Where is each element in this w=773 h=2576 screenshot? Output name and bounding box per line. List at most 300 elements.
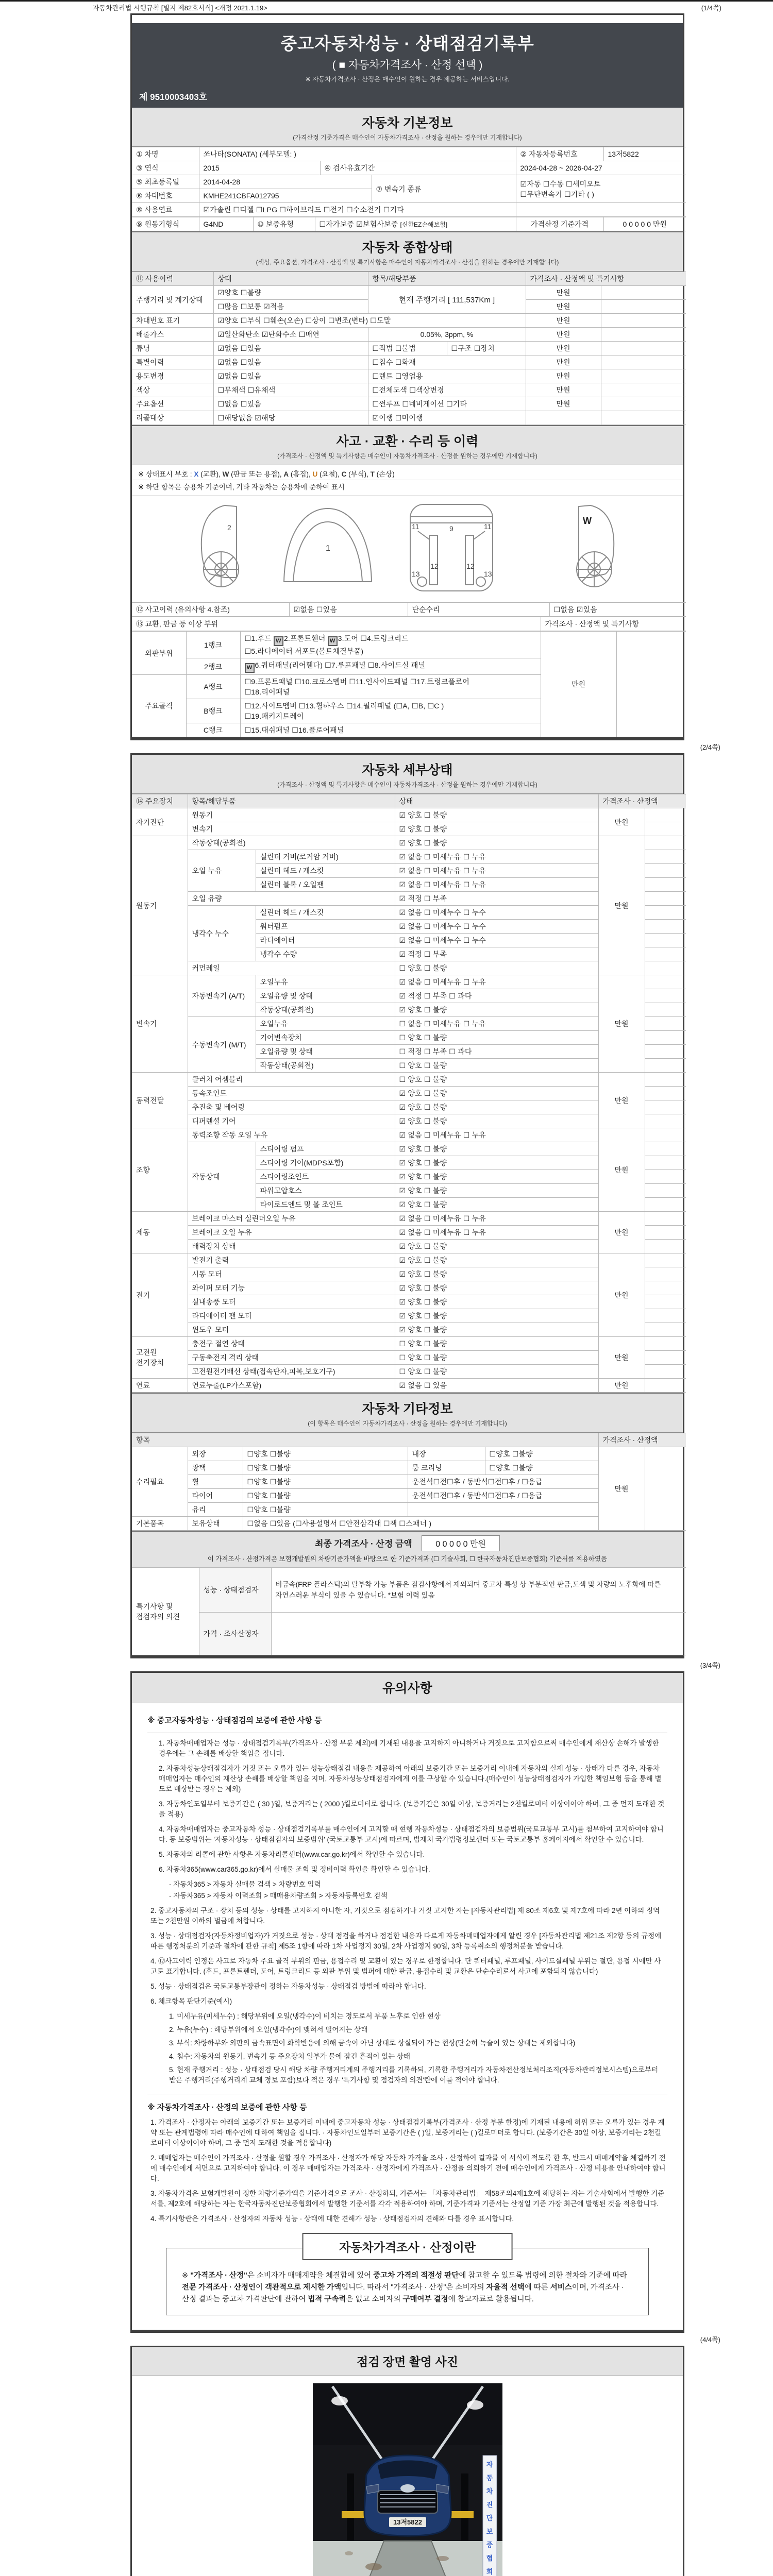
price-unit-cell: 만원 (598, 1253, 645, 1337)
usage-item: ☐렌트 ☐영업용 (368, 369, 526, 383)
pbox-seg: 에 참고할 수 있도록 법령에 의한 절차와 기준에 따라 (459, 2272, 627, 2280)
state-cell: ☑ 없음 ☐ 미세누유 ☐ 누유 (395, 878, 598, 892)
lbl-warranty: ⑩ 보증유형 (253, 217, 315, 231)
diagram-label-wheelhouse-left: 13 (411, 570, 420, 578)
lbl-self-diagnosis: 자기진단 (132, 808, 188, 836)
basic-info-title: 자동차 기본정보 (362, 116, 453, 130)
empty-cell (645, 1212, 686, 1226)
state-cell: ☑ 적정 ☐ 부족 (395, 892, 598, 906)
empty-cell (645, 1198, 686, 1212)
legend-t-desc: (손상) (374, 470, 395, 478)
pbox-seg-bold: 중고차 가격의 적절성 판단 (373, 2272, 459, 2280)
lbl-powertrain: 동력전달 (132, 1073, 188, 1128)
empty-cell (645, 808, 686, 822)
lbl-main-frame: 주요골격 (132, 675, 186, 737)
empty-cell (645, 934, 686, 947)
state-cell: ☑ 양호 ☐ 불량 (395, 836, 598, 850)
notice-subitem: 4. 침수: 자동차의 원동기, 변속기 등 주요장치 일부가 물에 잠긴 흔적이 있는 상태 (169, 2053, 411, 2060)
emission-state: ☑일산화탄소 ☑탄화수소 ☐매연 (213, 328, 368, 342)
diagram-label-sidemember-left: 12 (430, 562, 439, 570)
empty-cell (645, 920, 686, 934)
lbl-hold-state: 보유상태 (188, 1517, 243, 1531)
notice-subitem: 5. 현재 주행거리 : 성능 · 상태점검 당시 해당 차량 주행거리계의 주행거리를 기록하되, 기록한 주행거리가 자동차전산정보처리조직(자동차관리정보시스템)으로부터 받은 주행거리(주행거리계 교체 정보 포함)보다 적은 경우 '특기사항 및 점검자의 의견'란에 이를 적어야 합니다. (169, 2066, 659, 2084)
final-price-basis: 이 가격조사 · 산정가격은 보험개발원의 차량기준가액을 바탕으로 한 기준가격과 (☐ 기술사회, ☐ 한국자동차진단보증협회) 기준서를 적용하였음 (207, 1555, 608, 1563)
pbox-seg: 이 (255, 2283, 265, 2292)
lbl-recall: 리콜대상 (132, 411, 213, 425)
rank2-seg: 6.쿼터패널(리어휀다) ☐7.루프패널 ☐8.사이드실 패널 (255, 661, 426, 669)
empty-cell (645, 1365, 686, 1379)
price-unit-cell: 만원 (598, 836, 645, 975)
price-unit-cell: 만원 (598, 808, 645, 836)
state-cell: ☑ 없음 ☐ 미세누유 ☐ 누유 (395, 1226, 598, 1240)
empty-cell (601, 369, 686, 383)
basic-info-note: (가격산정 기준가격은 매수인이 자동차가격조사 · 산정을 원하는 경우에만 기재합니다) (293, 134, 522, 141)
diagram-label-hood: 1 (325, 544, 330, 553)
item-cell: 스티어링 기어(MDPS포함) (256, 1156, 395, 1170)
pbox-seg-bold: 전문 가격조사 · 산정인 (182, 2283, 256, 2292)
notice-subitem: 2. 누유(누수) : 해당부위에서 오일(냉각수)이 맺혀서 떨어지는 상태 (169, 2026, 368, 2033)
rank1-line2: ☐5.라디에이터 서포트(볼트체결부품) (244, 647, 364, 655)
tire-detail: 운전석☐전☐후 / 동반석☐전☐후 / ☐응급 (408, 1489, 598, 1503)
lbl-reg-no: ② 자동차등록번호 (516, 147, 603, 161)
diagram-label-inside-left: 11 (411, 522, 419, 531)
rankA-line1: ☐9.프론트패널 ☐10.크로스멤버 ☐11.인사이드패널 ☐17.트렁크플로어 (244, 677, 469, 686)
accident-title: 사고 · 교환 · 수리 등 이력 (336, 434, 479, 449)
lbl-rank2: 2랭크 (186, 658, 240, 675)
pbox-seg: 이며, 가격조사 · 산정 결과는 중고차 가격판단에 관하여 (182, 2283, 624, 2303)
pbox-seg: 입니다. 따라서 "가격조사 · 산정"은 소비자의 (341, 2283, 486, 2292)
empty-cell (645, 1087, 686, 1100)
final-price-value: 0 0 0 0 0 만원 (422, 1535, 500, 1551)
empty-cell (645, 1281, 686, 1295)
lbl-oil-leak: 오일 누유 (188, 850, 256, 892)
special-state: ☑없음 ☐있음 (213, 355, 368, 369)
empty-cell (645, 1351, 686, 1365)
notice-item: 4. ⑫사고이력 인정은 사고로 자동차 주요 골격 부위의 판금, 용접수리 및 교환이 있는 경우로 한정합니다. 단 쿼터패널, 루프패널, 사이드실패널 부위는 절단, 용접 시에만 사고로 표기합니다. (후드, 프론트펜더, 도어, 트렁크리드 등 외판 부위 및 범퍼에 대한 판금, 용접수리 및 교환은 단순수리로서 사고에 포함되지 않습니다) (150, 1957, 661, 1975)
rank2-items (240, 658, 541, 675)
price-unit-cell: 만원 (526, 342, 601, 355)
lbl-vin: ⑥ 차대번호 (132, 189, 199, 203)
pbox-seg: ※ (182, 2272, 191, 2280)
notice-item: 5. 성능 · 상태점검은 국토교통부장관이 정하는 자동차성능 · 상태점검 방법에 따라야 합니다. (150, 1982, 426, 1990)
other-table (132, 1433, 686, 1531)
price-unit-cell: 만원 (526, 369, 601, 383)
status-code-legend (132, 465, 683, 480)
val-fuel: ☑가솔린 ☐디젤 ☐LPG ☐하이브리드 ☐전기 ☐수소전기 ☐기타 (199, 203, 516, 217)
document-title: 중고자동차성능 · 상태점검기록부 (280, 34, 534, 53)
lbl-high-voltage: 고전원 전기장치 (132, 1337, 188, 1379)
empty-cell (601, 355, 686, 369)
special-item: ☐침수 ☐화재 (368, 355, 526, 369)
accident-band (132, 425, 683, 465)
lbl-outer-panel: 외판부위 (132, 632, 186, 675)
empty-cell (645, 1170, 686, 1184)
rankA-line2: ☐18.리어패널 (244, 688, 290, 696)
photo-title: 점검 장면 촬영 사진 (357, 2355, 458, 2368)
overall-h-state: 상태 (213, 272, 368, 286)
overall-h-price: 가격조사 · 산정액 및 특기사항 (526, 272, 686, 286)
page-mark-1: (1/4쪽) (701, 4, 721, 12)
lbl-basic-items: 기본품목 (132, 1517, 188, 1531)
lbl-tuning: 튜닝 (132, 342, 213, 355)
lbl-repair-price: 가격조사 · 산정액 및 특기사항 (541, 617, 686, 631)
legend-note: ※ 하단 항목은 승용차 기준이며, 기타 자동차는 승용차에 준하여 표시 (132, 480, 683, 496)
lbl-interior: 내장 (408, 1447, 485, 1461)
diagram-quarter-w-mark: W (582, 516, 592, 526)
empty-cell (516, 203, 686, 217)
notice-item: 3. 자동차가격은 보험개발원이 정한 차량기준가액을 기준가격으로 조사 · 산정하되, 기준서는 「자동차관리법」 제58조의4제1호에 해당하는 자는 기술사회에서 발행한 기준서를, 제2호에 해당하는 자는 한국자동차진단보증협회에서 발행한 기준서를 각각 적용하여야 하며, 기준가격과 기준서는 산정일 기준 가장 최근에 발행된 것을 적용합니다. (150, 2190, 665, 2208)
state-cell: ☑ 없음 ☐ 미세누유 ☐ 누유 (395, 850, 598, 864)
warranty-checkboxes: ☐자가보증 ☑보험사보증 (319, 220, 398, 228)
state-cell: ☑ 양호 ☐ 불량 (395, 1087, 598, 1100)
lbl-gloss: 광택 (188, 1461, 243, 1475)
legend-u-desc: (요철), (317, 470, 342, 478)
lbl-fuel: ⑧ 사용연료 (132, 203, 199, 217)
empty-cell (645, 1226, 686, 1240)
lbl-fuel-group: 연료 (132, 1379, 188, 1393)
overall-band (132, 231, 683, 272)
diagram-label-wheelhouse-right: 13 (483, 570, 492, 578)
val-year: 2015 (199, 161, 320, 175)
lbl-first-reg: ⑤ 최초등록일 (132, 175, 199, 189)
state-cell: ☑ 양호 ☐ 불량 (395, 1253, 598, 1267)
lbl-engine-type: ⑨ 원동기형식 (132, 217, 199, 231)
empty-cell (645, 1017, 686, 1031)
state-cell: ☑ 양호 ☐ 불량 (395, 1323, 598, 1337)
state-cell: ☑ 양호 ☐ 불량 (395, 1267, 598, 1281)
item-cell: 고전원전기배선 상태(접속단자,피복,보호기구) (188, 1365, 395, 1379)
item-cell: 동력조향 작동 오일 누유 (188, 1128, 395, 1142)
diagram-label-inside-right: 11 (483, 522, 492, 531)
option-state: ☐없음 ☐있음 (213, 397, 368, 411)
detail-h-item: 항목/해당부품 (188, 794, 395, 808)
lbl-car-name: ① 차명 (132, 147, 199, 161)
item-cell: 브레이크 마스터 실린더오일 누유 (188, 1212, 395, 1226)
photo-license-plate: 13저5822 (393, 2518, 422, 2526)
empty-cell (645, 1114, 686, 1128)
empty-cell (645, 892, 686, 906)
w-mark-box: W (245, 663, 255, 673)
page-mark-2: (2/4쪽) (700, 743, 720, 751)
state-cell: ☐ 양호 ☐ 불량 (395, 1351, 598, 1365)
other-h-item: 항목 (132, 1433, 598, 1447)
lbl-coolant-leak: 냉각수 누수 (188, 906, 256, 961)
rank1-seg2: 2.프론트휀더 (283, 634, 328, 642)
item-cell: 파워고압호스 (256, 1184, 395, 1198)
tuning-state: ☑없음 ☐있음 (213, 342, 368, 355)
page1-block (130, 13, 684, 740)
state-cell: ☑ 양호 ☐ 불량 (395, 1100, 598, 1114)
lbl-inspection: ④ 검사유효기간 (320, 161, 516, 175)
lbl-mt: 수동변속기 (M/T) (188, 1017, 256, 1073)
detail-band (132, 755, 683, 794)
state-cell: ☑ 양호 ☐ 불량 (395, 1281, 598, 1295)
state-cell: ☑ 없음 ☐ 있음 (395, 1379, 598, 1393)
state-cell: ☑ 양호 ☐ 불량 (395, 1156, 598, 1170)
lbl-color: 색상 (132, 383, 213, 397)
rank1-seg3: 3.도어 ☐4.트렁크리드 (338, 634, 409, 642)
item-cell: 라디에이터 (256, 934, 395, 947)
overall-h-item: 항목/해당부품 (368, 272, 526, 286)
detail-note: (가격조사 · 산정액 및 특기사항은 매수인이 자동차가격조사 · 산정을 원하는 경우에만 기재합니다) (277, 781, 537, 788)
state-cell: ☑ 양호 ☐ 불량 (395, 1114, 598, 1128)
state-cell: ☐ 없음 ☐ 미세누유 ☐ 누유 (395, 1017, 598, 1031)
state-cell: ☑ 적정 ☐ 부족 ☐ 과다 (395, 989, 598, 1003)
state-cell: ☑ 양호 ☐ 불량 (395, 808, 598, 822)
state-cell: ☑ 양호 ☐ 불량 (395, 1170, 598, 1184)
diagram-label-under-top: 9 (449, 524, 453, 533)
tire-state: ☐양호 ☐불량 (243, 1489, 408, 1503)
gloss-state: ☐양호 ☐불량 (243, 1461, 408, 1475)
lbl-brake: 제동 (132, 1212, 188, 1253)
empty-cell (645, 1059, 686, 1073)
transmission-checkboxes-line2: ☐무단변속기 ☐기타 ( ) (520, 190, 595, 198)
lbl-repair-parts: ⑬ 교환, 판금 등 이상 부위 (132, 617, 541, 631)
empty-cell (645, 1447, 686, 1531)
state-cell: ☑ 양호 ☐ 불량 (395, 822, 598, 836)
overall-table (132, 272, 686, 425)
regulation-note: 자동차관리법 시행규칙 [별지 제82호서식] <개정 2021.1.19> (93, 4, 267, 12)
pbox-seg: 은 없고 소비자의 (346, 2295, 403, 2303)
lbl-rankA: A랭크 (186, 675, 240, 699)
item-cell: 윈도우 모터 (188, 1323, 395, 1337)
item-cell: 브레이크 오일 누유 (188, 1226, 395, 1240)
opinion-table (132, 1567, 686, 1655)
usage-state: ☑없음 ☐있음 (213, 369, 368, 383)
empty-cell (645, 1337, 686, 1351)
item-cell: 오일유량 및 상태 (256, 1045, 395, 1059)
state-cell: ☑ 양호 ☐ 불량 (395, 1184, 598, 1198)
lbl-rank1: 1랭크 (186, 632, 240, 658)
white-stripe (132, 20, 683, 23)
lbl-accident-history: ⑫ 사고이력 (유의사항 4.참조) (132, 603, 289, 617)
price-unit-cell: 만원 (598, 1337, 645, 1379)
lbl-year: ③ 연식 (132, 161, 199, 175)
top-print-line (0, 2, 773, 13)
transmission-checkboxes-line1: ☑자동 ☐수동 ☐세미오토 (520, 179, 601, 188)
document-subtitle: ( ■ 자동차가격조사 · 산정 선택 ) (332, 59, 483, 71)
lbl-transmission-group: 변속기 (132, 975, 188, 1073)
lbl-repair-needed: 수리필요 (132, 1447, 188, 1517)
price-unit-cell: 만원 (598, 975, 645, 1073)
state-cell: ☐ 양호 ☐ 불량 (395, 1337, 598, 1351)
legend-code-w: W (222, 470, 229, 478)
empty-cell (601, 300, 686, 314)
inspection-photo (132, 2376, 683, 2576)
wheel-state: ☐양호 ☐불량 (243, 1475, 408, 1489)
color-state: ☐무채색 ☐유채색 (213, 383, 368, 397)
lbl-mileage: 주행거리 및 계기상태 (132, 286, 213, 314)
rankB-line1: ☐12.사이드멤버 ☐13.휠하우스 ☐14.필러패널 (☐A, ☐B, ☐C ) (244, 702, 444, 710)
item-cell: 오일 유량 (188, 892, 395, 906)
pbox-seg-bold: 객관적으로 제시한 가액 (265, 2283, 342, 2292)
val-transmission (516, 175, 686, 203)
repair-price-unit: 만원 (541, 632, 616, 737)
legend-w-desc: (판금 또는 용접), (229, 470, 284, 478)
empty-cell (645, 1045, 686, 1059)
item-cell: 오일누유 (256, 1017, 395, 1031)
repair-header-row (132, 617, 686, 631)
pbox-seg: 에 참고자료로 활용됩니다. (448, 2295, 534, 2303)
notice-item: 4. 자동차매매업자는 중고자동차 성능 · 상태점검기록부를 매수인에게 고지할 때 현행 자동차성능 · 상태점검자의 보증범위(국토교통부 고시)를 첨부하여 고지하여야 합니다. 동 보증범위는 '자동차성능 · 상태점검자의 보증범위' (국토교통부 고시)에 따르며, 법제처 국가법령정보센터 또는 국토교통부 홈페이지에서 확인할 수 있습니다. (159, 1825, 664, 1843)
other-note: (이 항목은 매수인이 자동차가격조사 · 산정을 원하는 경우에만 기재합니다) (308, 1420, 507, 1427)
pbox-seg-bold: 법적 구속력 (308, 2295, 346, 2303)
state-cell: ☑ 없음 ☐ 미세누수 ☐ 누수 (395, 906, 598, 920)
lbl-exterior: 외장 (188, 1447, 243, 1461)
item-cell: 오일유량 및 상태 (256, 989, 395, 1003)
lbl-special: 특별이력 (132, 355, 213, 369)
item-cell: 실린더 헤드 / 개스킷 (256, 906, 395, 920)
inspection-photo-svg (313, 2383, 502, 2576)
item-cell: 작동상태(공회전) (256, 1003, 395, 1017)
price-unit-cell: 만원 (526, 314, 601, 328)
lbl-rankC: C랭크 (186, 723, 240, 737)
accident-history-row (132, 602, 686, 617)
other-title: 자동차 기타정보 (362, 1402, 453, 1416)
pbox-seg-bold: "가격조사 · 산정" (190, 2272, 247, 2280)
notice-item: 5. 자동차의 리콜에 관한 사항은 자동차리콜센터(www.car.go.kr)에서 확인할 수 있습니다. (159, 1851, 425, 1858)
item-cell: 실내송풍 모터 (188, 1295, 395, 1309)
val-warranty (315, 217, 516, 231)
val-inspection: 2024-04-28 ~ 2026-04-27 (516, 161, 686, 175)
car-damage-diagram (132, 496, 683, 602)
photo-block (130, 2346, 684, 2576)
item-cell: 배력장치 상태 (188, 1240, 395, 1253)
pbox-seg-bold: 자율적 선택 (486, 2283, 525, 2292)
empty-cell (645, 836, 686, 850)
empty-cell (645, 1184, 686, 1198)
empty-cell (645, 1003, 686, 1017)
empty-cell (645, 1156, 686, 1170)
emission-values: 0.05%, 3ppm, % (368, 328, 526, 342)
empty-cell (601, 411, 686, 425)
empty-cell (526, 411, 601, 425)
empty-cell (645, 1295, 686, 1309)
price-unit-cell: 만원 (526, 355, 601, 369)
empty-cell (645, 975, 686, 989)
empty-cell (645, 878, 686, 892)
item-cell: 추진축 및 베어링 (188, 1100, 395, 1114)
page2-block (130, 753, 684, 1658)
page-mark-4: (4/4쪽) (700, 2336, 720, 2344)
notice-band (132, 1673, 683, 1703)
price-definition-title: 자동차가격조사 · 산정이란 (302, 2233, 513, 2260)
accident-history-state: ☑없음 ☐있음 (289, 603, 408, 617)
recall-item: ☑이행 ☐미이행 (368, 411, 526, 425)
notice-item: 6. 체크항목 판단기준(예시) (150, 1997, 232, 2005)
empty-cell (601, 342, 686, 355)
empty-cell (645, 1267, 686, 1281)
lbl-appraiser: 가격 · 조사산정자 (199, 1613, 271, 1655)
lbl-simple-repair: 단순수리 (408, 603, 549, 617)
empty-cell (645, 1142, 686, 1156)
item-cell: 발전기 출력 (188, 1253, 395, 1267)
empty-cell (645, 850, 686, 864)
item-cell: 기어변속장치 (256, 1031, 395, 1045)
empty-cell (645, 989, 686, 1003)
pbox-seg: 은 소비자가 매매계약을 체결함에 있어 (247, 2272, 374, 2280)
state-cell: ☑ 없음 ☐ 미세누수 ☐ 누수 (395, 920, 598, 934)
legend-code-u: U (312, 470, 318, 478)
item-cell: 커먼레일 (188, 961, 395, 975)
val-reg-no: 13저5822 (603, 147, 686, 161)
item-cell: 작동상태(공회전) (188, 836, 395, 850)
detail-h-price: 가격조사 · 산정액 (598, 794, 686, 808)
empty-cell (601, 397, 686, 411)
item-cell: 타이로드엔드 및 볼 조인트 (256, 1198, 395, 1212)
legend-code-c: C (341, 470, 347, 478)
appraiser-opinion (271, 1613, 686, 1655)
other-band (132, 1393, 683, 1433)
empty-cell (645, 906, 686, 920)
price-unit-cell: 만원 (598, 1073, 645, 1128)
simple-repair-state: ☐없음 ☑있음 (549, 603, 686, 617)
empty-cell (601, 328, 686, 342)
overall-title: 자동차 종합상태 (362, 241, 453, 255)
pbox-seg-bold: 서비스 (550, 2283, 572, 2292)
mileage-state2: ☐많음 ☐보통 ☑적음 (213, 300, 368, 314)
state-cell: ☑ 양호 ☐ 불량 (395, 1198, 598, 1212)
notice-subitem: 1. 미세누유(미세누수) : 해당부위에 오일(냉각수)이 비치는 정도로서 부품 노후로 인한 현상 (169, 2012, 441, 2020)
state-cell: ☐ 양호 ☐ 불량 (395, 1059, 598, 1073)
state-cell: ☑ 양호 ☐ 불량 (395, 1142, 598, 1156)
lbl-opinions: 특기사항 및 점검자의 의견 (132, 1568, 199, 1655)
photo-band (132, 2347, 683, 2376)
empty-cell (645, 822, 686, 836)
notice-item: 3. 자동차인도일부터 보증기간은 ( 30 )일, 보증거리는 ( 2000 )킬로미터로 합니다. (보증기간은 30일 이상, 보증거리는 2천킬로미터 이상이어야 하며, 그 중 먼저 도래한 것을 적용) (159, 1800, 665, 1818)
rankB-line2: ☐19.패키지트레이 (244, 712, 304, 720)
item-cell: 워터펌프 (256, 920, 395, 934)
empty-cell (645, 1240, 686, 1253)
empty-cell (408, 1503, 598, 1517)
notice-subitem: - 자동차365 > 자동차 실매물 검색 > 차량번호 입력 (169, 1880, 321, 1888)
price-unit-cell: 만원 (526, 383, 601, 397)
legend-prefix: ※ 상태표시 부호 : (138, 470, 194, 478)
notice-sec1-title: ※ 중고자동차성능 · 상태점검의 보증에 관한 사항 등 (147, 1715, 667, 1733)
notice-item: 3. 성능 · 상태점검자(자동차정비업자)가 거짓으로 성능 · 상태 점검을 하거나 점검한 내용과 다르게 자동차매매업자에게 알린 경우 [자동차관리법 제21조 제2항 등의 규정에 따른 행정처분의 기준과 절차에 관한 규칙] 제5조 1항에 따라 1차 사업정지 30일, 2차 사업정지 90일, 3차 등록취소의 행정처분을 받습니다. (150, 1932, 662, 1950)
empty-cell (601, 286, 686, 300)
price-unit-cell: 만원 (526, 286, 601, 300)
notice-subitem: - 자동차365 > 자동차 이력조회 > 매매용차량조회 > 자동차등록번호 검색 (169, 1892, 388, 1900)
mileage-state1: ☑양호 ☐불량 (213, 286, 368, 300)
lbl-emission: 배출가스 (132, 328, 213, 342)
empty-cell (601, 383, 686, 397)
item-cell: 클러치 어셈블리 (188, 1073, 395, 1087)
lbl-usage: 용도변경 (132, 369, 213, 383)
notice-block (130, 1671, 684, 2333)
lbl-steering-op: 작동상태 (188, 1142, 256, 1212)
price-unit-cell: 만원 (598, 1447, 645, 1531)
state-cell: ☐ 양호 ☐ 불량 (395, 961, 598, 975)
document-title-band (132, 20, 683, 108)
notice-item: 1. 자동차매매업자는 성능 · 상태점검기록부(가격조사 · 산정 부분 제외)에 기재된 내용을 고지하지 아니하거나 거짓으로 고지함으로써 매수인에게 재산상 손해가 발생한 경우에는 그 손해를 배상할 책임을 집니다. (159, 1739, 659, 1757)
state-cell: ☑ 양호 ☐ 불량 (395, 1295, 598, 1309)
item-cell: 충전구 절연 상태 (188, 1337, 395, 1351)
warranty-insurer: [신한EZ손해보험] (400, 221, 448, 228)
notice-subitem: 3. 부식: 차량하부와 외판의 금속표면이 화학반응에 의해 금속이 아닌 상태로 상실되어 가는 현상(단순히 녹슬어 있는 상태는 제외합니다) (169, 2039, 576, 2047)
basic-info-band (132, 108, 683, 147)
state-cell: ☐ 양호 ☐ 불량 (395, 1365, 598, 1379)
legend-code-x: X (194, 470, 199, 478)
legend-a-desc: (흠집), (289, 470, 313, 478)
notice-title: 유의사항 (382, 1681, 432, 1696)
lbl-base-price: 가격산정 기준가격 (516, 217, 603, 231)
tuning-item1: ☐적법 ☐불법 (368, 342, 447, 355)
hold-state: ☐없음 ☐있음 (☐사용설명서 ☐안전삼각대 ☐잭 ☐스패너 ) (243, 1517, 598, 1531)
legend-x-desc: (교환), (198, 470, 223, 478)
item-cell: 구동축전지 격리 상태 (188, 1351, 395, 1365)
empty-cell (616, 632, 686, 737)
